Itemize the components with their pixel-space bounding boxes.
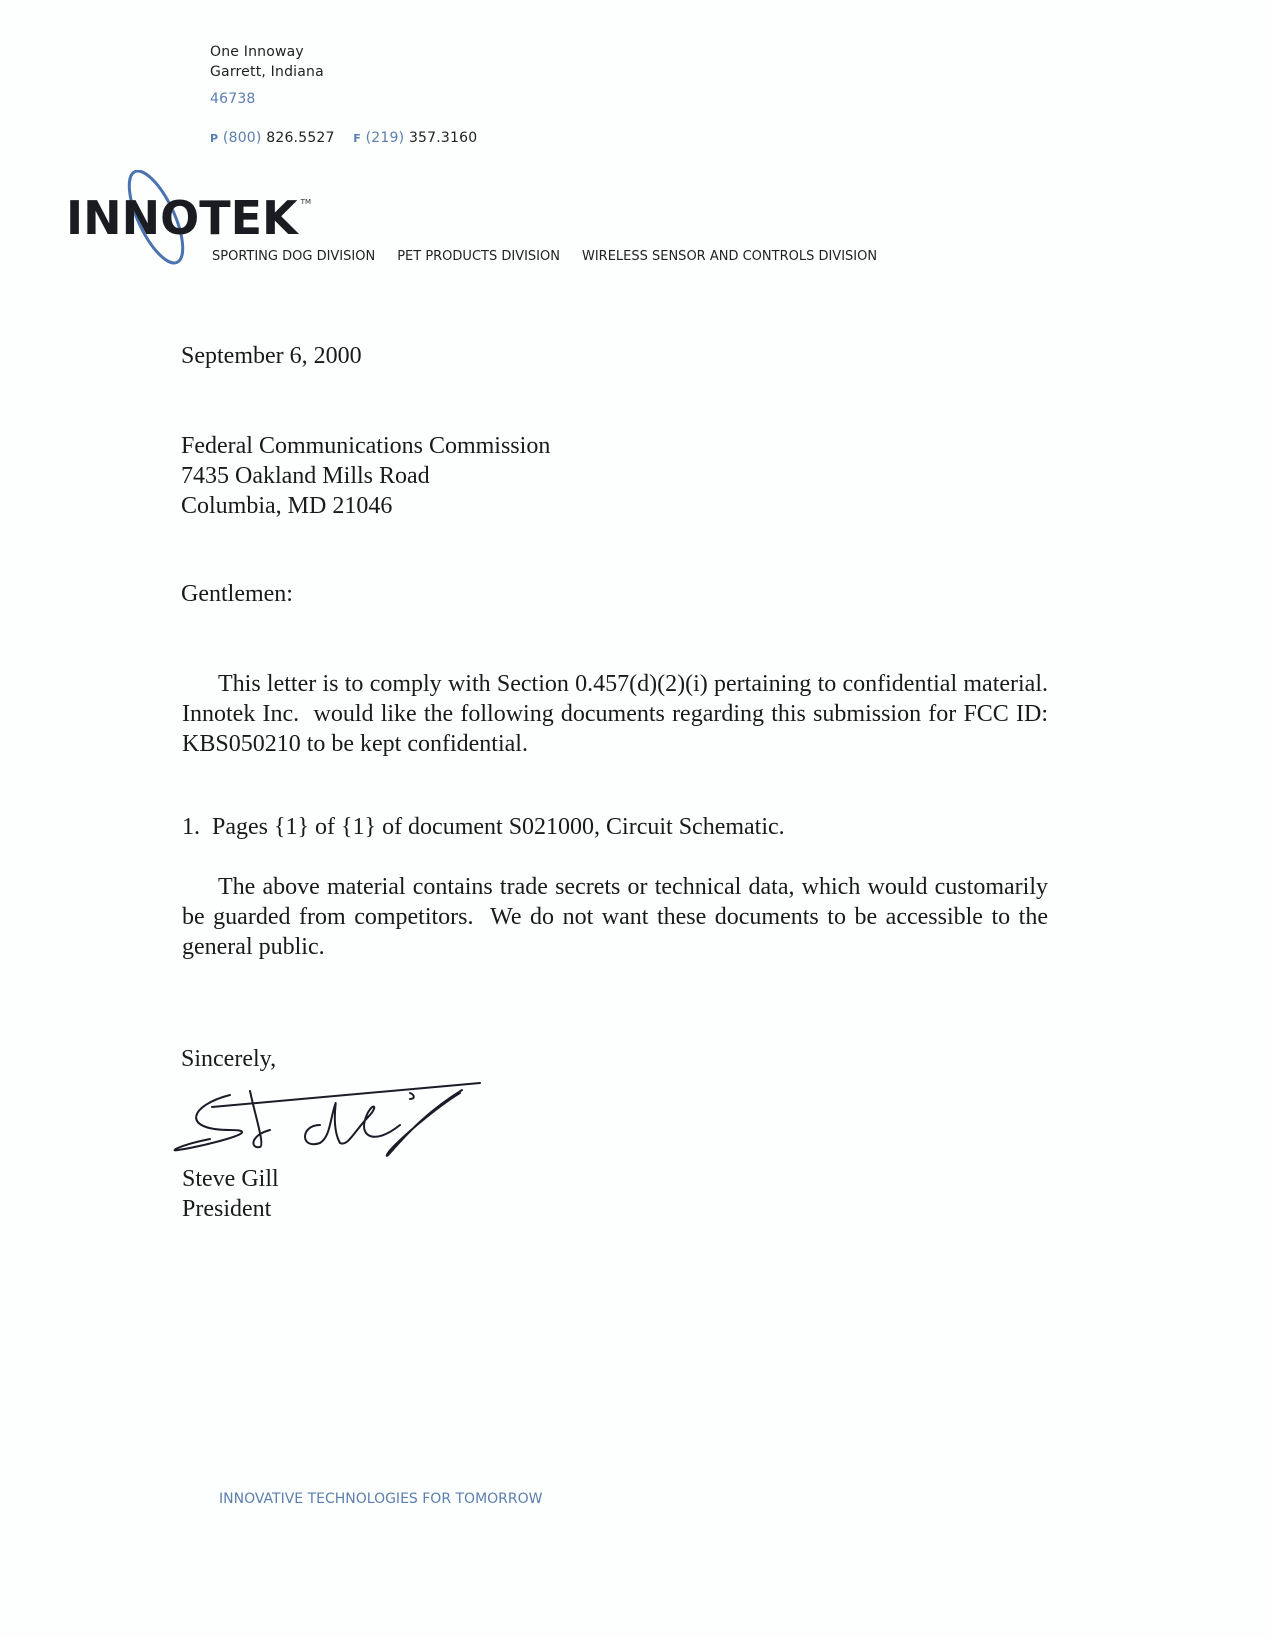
phone-area: (800)	[222, 130, 262, 146]
closing: Sincerely,	[181, 1046, 277, 1072]
phone-number: 826.5527	[266, 130, 335, 146]
footer-tagline: INNOVATIVE TECHNOLOGIES FOR TOMORROW	[219, 1491, 543, 1507]
trademark: TM	[300, 198, 311, 206]
zip-code: 46738	[210, 91, 256, 107]
signature-image	[170, 1075, 490, 1165]
recipient-address	[181, 431, 550, 521]
phone-label: P	[210, 132, 219, 145]
division-list	[212, 249, 877, 265]
address-line-1: One Innoway	[210, 44, 304, 60]
division-wireless: WIRELESS SENSOR AND CONTROLS DIVISION	[581, 249, 878, 264]
list-number: 1.	[182, 814, 200, 840]
signer-name: Steve Gill	[182, 1166, 279, 1192]
salutation: Gentlemen:	[181, 581, 293, 607]
recipient-line: Federal Communications Commission	[181, 433, 551, 459]
signer-title: President	[182, 1196, 272, 1222]
list-item	[182, 812, 785, 842]
list-item-text: Pages {1} of {1} of document S021000, Circuit Schematic.	[212, 814, 785, 840]
fax-area: (219)	[365, 130, 405, 146]
paragraph-2: The above material contains trade secrets or technical data, which would customarily be guarded from competitors. We do not want these documents to be accessible to the general public.	[182, 874, 1054, 960]
fax-label: F	[353, 132, 361, 145]
recipient-line: 7435 Oakland Mills Road	[181, 463, 430, 489]
paragraph-1: This letter is to comply with Section 0.457(d)(2)(i) pertaining to confidential material. Innotek Inc. would like the following documents regarding this submission for FCC ID: KBS050210 to be kept confidential.	[182, 671, 1060, 757]
division-sporting-dog: SPORTING DOG DIVISION	[212, 249, 376, 264]
company-logo	[66, 192, 311, 244]
address-line-2: Garrett, Indiana	[210, 64, 324, 80]
logo-text: INNOTEK	[66, 191, 298, 245]
letter-date: September 6, 2000	[181, 343, 362, 369]
fax-number: 357.3160	[408, 130, 478, 146]
recipient-line: Columbia, MD 21046	[181, 493, 393, 519]
contact-line	[210, 128, 477, 149]
division-pet-products: PET PRODUCTS DIVISION	[397, 249, 560, 264]
